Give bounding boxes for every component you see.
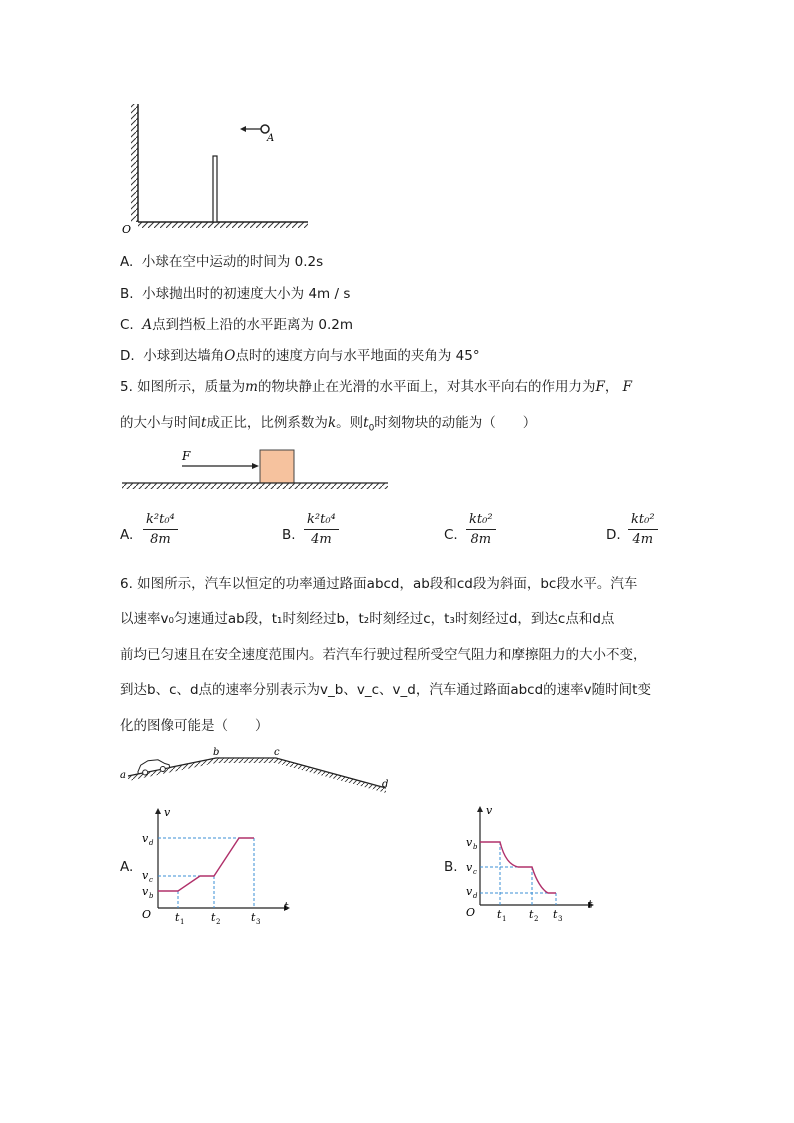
label-A: A — [267, 133, 275, 144]
q5-option-a-prefix: A. — [120, 527, 134, 543]
q6-option-a-prefix: A. — [120, 859, 134, 875]
q6-road-figure — [118, 744, 393, 799]
graph-a-curve — [158, 838, 254, 891]
q5-option-d-prefix: D. — [606, 527, 621, 543]
q5-option-a-fraction: $\frac{\text{k²t₀⁴}}{8m}$ — [143, 512, 178, 547]
q5-figure — [118, 444, 393, 494]
svg-text:v: v — [466, 861, 473, 874]
svg-text:v: v — [466, 836, 473, 849]
force-label: F — [182, 449, 191, 463]
q4-option-c: C. A点到挡板上沿的水平距离为 0.2m — [120, 317, 353, 333]
svg-text:t: t — [284, 900, 289, 913]
svg-text:t: t — [497, 908, 502, 921]
svg-text:t: t — [553, 908, 558, 921]
q6-graph-a — [138, 800, 298, 930]
q4-option-d: D. 小球到达墙角O点时的速度方向与水平地面的夹角为 45° — [120, 348, 480, 364]
svg-text:1: 1 — [502, 915, 507, 923]
q4-option-b: B. 小球抛出时的初速度大小为 4m / s — [120, 286, 351, 302]
svg-text:v: v — [466, 885, 473, 898]
svg-text:3: 3 — [558, 915, 563, 923]
svg-text:d: d — [382, 779, 389, 790]
svg-text:a: a — [120, 770, 126, 781]
svg-text:v: v — [164, 806, 171, 819]
svg-text:3: 3 — [256, 918, 261, 926]
q5-option-d-fraction: $\frac{\text{kt₀²}}{4m}$ — [628, 512, 658, 547]
svg-text:v: v — [142, 832, 149, 845]
q4-option-a: A. 小球在空中运动的时间为 0.2s — [120, 254, 324, 270]
svg-text:b: b — [473, 843, 478, 851]
q6-graph-b — [462, 800, 602, 925]
label-O: O — [122, 223, 132, 236]
svg-text:d: d — [149, 839, 154, 847]
q6-stem-line2: 以速率v₀匀速通过ab段，t₁时刻经过b，t₂时刻经过c，t₃时刻经过d，到达c点和d点 — [120, 611, 615, 627]
q6-stem-line1: 6. 如图所示，汽车以恒定的功率通过路面abcd，ab段和cd段为斜面，bc段水平。汽车 — [120, 576, 638, 592]
q5-option-b-fraction: $\frac{\text{k²t₀⁴}}{4m}$ — [304, 512, 339, 547]
svg-text:d: d — [473, 892, 478, 900]
svg-text:t: t — [588, 898, 593, 911]
ball-A — [261, 125, 269, 133]
svg-text:v: v — [142, 869, 149, 882]
wall-hatch — [131, 104, 138, 222]
svg-text:t: t — [251, 911, 256, 924]
q5-option-c-fraction: $\frac{\text{kt₀²}}{8m}$ — [466, 512, 496, 547]
q5-stem-line2: 的大小与时间t成正比，比例系数为k。则$t_0$时刻物块的动能为（ ） — [120, 415, 537, 434]
road-hatch — [128, 758, 389, 793]
q6-option-b-prefix: B. — [444, 859, 458, 875]
svg-text:O: O — [142, 908, 152, 921]
svg-text:t: t — [529, 908, 534, 921]
q6-stem-line3: 前均已匀速且在安全速度范围内。若汽车行驶过程所受空气阻力和摩擦阻力的大小不变， — [120, 647, 647, 663]
q5-option-b-prefix: B. — [282, 527, 296, 543]
svg-text:c: c — [473, 868, 477, 876]
svg-text:v: v — [142, 885, 149, 898]
q5-option-c-prefix: C. — [444, 527, 458, 543]
q6-stem-line4: 到达b、c、d点的速率分别表示为v_b、v_c、v_d，汽车通过路面abcd的速率v随时间t变 — [120, 682, 651, 698]
q4-figure — [118, 96, 318, 236]
svg-text:2: 2 — [216, 918, 221, 926]
svg-text:b: b — [213, 747, 220, 758]
svg-text:t: t — [175, 911, 180, 924]
svg-text:c: c — [274, 747, 280, 758]
q6-stem-line5: 化的图像可能是（ ） — [120, 718, 269, 734]
ground-hatch — [138, 222, 308, 228]
q5-stem-line1: 5. 如图所示，质量为m的物块静止在光滑的水平面上，对其水平向右的作用力为F， F — [120, 379, 633, 395]
svg-text:2: 2 — [534, 915, 539, 923]
barrier — [213, 156, 217, 222]
svg-text:O: O — [466, 906, 476, 919]
block — [260, 450, 294, 483]
svg-text:b: b — [149, 892, 154, 900]
floor-hatch — [122, 483, 388, 489]
svg-text:c: c — [149, 876, 153, 884]
svg-text:1: 1 — [180, 918, 185, 926]
svg-text:v: v — [486, 804, 493, 817]
svg-text:t: t — [211, 911, 216, 924]
